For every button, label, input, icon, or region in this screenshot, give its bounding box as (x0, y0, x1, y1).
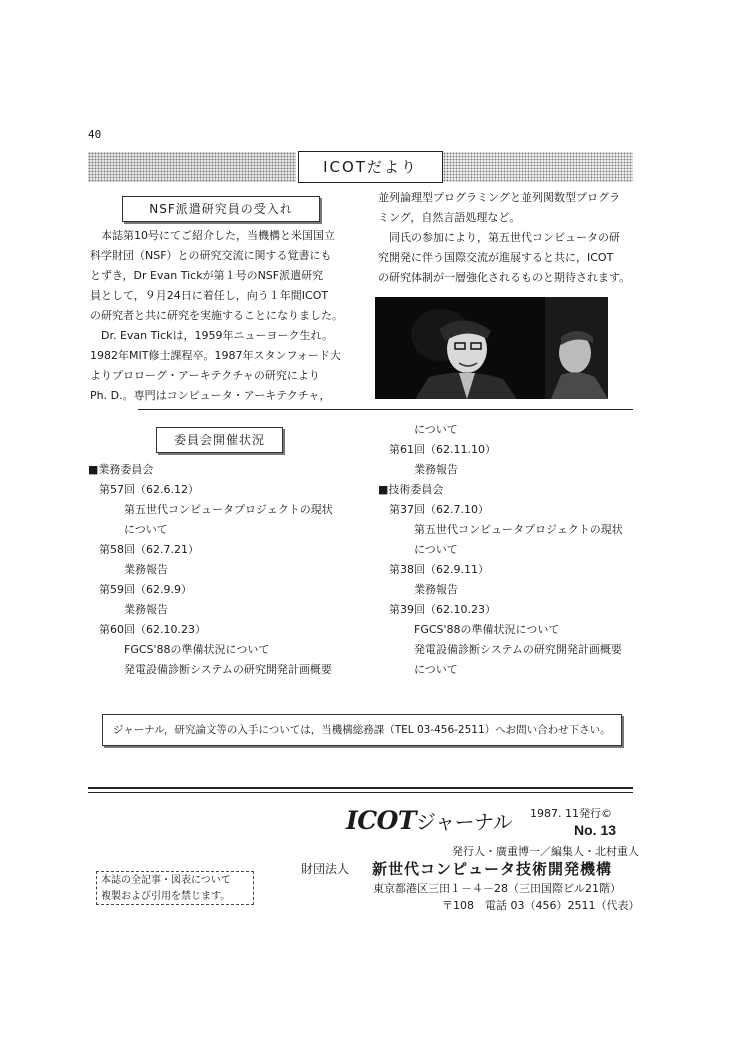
nsf-right-column (378, 188, 630, 288)
committee-right-column (378, 420, 623, 680)
text-line: の研究体制が一層強化されるものと期待されます。 (378, 271, 631, 284)
meeting-topic: について (414, 663, 458, 676)
copyright-line: 本誌の全記事・図表について (101, 875, 231, 886)
meeting-date: 第37回（62.7.10） (389, 503, 489, 516)
text-line: 1982年MIT修士課程卒。1987年スタンフォード大 (90, 349, 341, 362)
text-line: 本誌第10号にてご紹介した，当機構と米国国立 (101, 229, 335, 242)
page-number: 40 (88, 128, 102, 141)
inquiry-notice: ジャーナル，研究論文等の入手については，当機構総務課（TEL 03-456-2511）へお問い合わせ下さい。 (102, 714, 622, 746)
colophon-rule-top (88, 787, 633, 789)
text-line: ミング，自然言語処理など。 (378, 211, 521, 224)
meeting-date: 第61回（62.11.10） (389, 443, 496, 456)
meeting-topic: 第五世代コンピュータプロジェクトの現状 (414, 523, 623, 536)
text-line: 究開発に伴う国際交流が進展すると共に，ICOT (378, 251, 614, 264)
meeting-topic: FGCS'88の準備状況について (124, 643, 270, 656)
foundation-label: 財団法人 (301, 862, 350, 876)
text-line: よりプロローグ・アーキテクチャの研究により (90, 369, 320, 382)
meeting-topic: 業務報告 (414, 583, 458, 596)
meeting-date: 第38回（62.9.11） (389, 563, 489, 576)
meeting-topic: 業務報告 (124, 603, 168, 616)
meeting-date: 第57回（62.6.12） (99, 483, 199, 496)
committee-heading: ■技術委員会 (378, 483, 444, 496)
committee-left-column (88, 460, 333, 680)
section-divider (138, 409, 633, 410)
issue-date: 1987. 11発行© (530, 807, 612, 820)
meeting-date: 第58回（62.7.21） (99, 543, 199, 556)
address-line: 東京都港区三田１－４－28（三田国際ビル21階） (373, 882, 621, 895)
meeting-topic: 発電設備診断システムの研究開発計画概要 (414, 643, 622, 656)
text-line: とずき，Dr Evan Tickが第１号のNSF派遣研究 (90, 269, 324, 282)
text-line: 同氏の参加により，第五世代コンピュータの研 (389, 231, 620, 244)
portrait-photo-drawing (375, 297, 608, 399)
issue-number: No. 13 (574, 822, 617, 838)
header-banner (88, 152, 633, 182)
phone-line: 〒108 電話 03（456）2511（代表） (442, 899, 640, 912)
meeting-date: 第60回（62.10.23） (99, 623, 206, 636)
copyright-notice (96, 871, 254, 905)
nsf-section-title: NSF派遣研究員の受入れ (122, 196, 320, 222)
meeting-date: 第39回（62.10.23） (389, 603, 496, 616)
text-line: 科学財団（NSF）との研究交流に関する覚書にも (90, 249, 332, 262)
text-line: 並列論理型プログラミングと並列関数型プログラ (378, 191, 620, 204)
meeting-topic: 発電設備診断システムの研究開発計画概要 (124, 663, 332, 676)
text-line: Ph. D.。専門はコンピュータ・アーキテクチャ， (90, 389, 331, 402)
journal-logo-latin: ICOT (346, 806, 416, 835)
meeting-topic: について (414, 423, 458, 436)
meeting-topic: 業務報告 (414, 463, 458, 476)
portrait-photo (375, 297, 608, 399)
text-line: 員として，９月24日に着任し，向う１年間ICOT (90, 289, 329, 302)
text-line: Dr. Evan Tickは，1959年ニューヨーク生れ。 (101, 329, 334, 342)
publisher-line: 発行人・廣重博一／編集人・北村重人 (452, 845, 639, 858)
header-banner-pattern-left (88, 152, 296, 182)
journal-logo-kana: ジャーナル (415, 810, 513, 834)
meeting-topic: FGCS'88の準備状況について (414, 623, 560, 636)
meeting-topic: 業務報告 (124, 563, 168, 576)
header-title: ICOTだより (298, 151, 443, 183)
text-line: の研究者と共に研究を実施することになりました。 (90, 309, 343, 322)
meeting-topic: について (124, 523, 168, 536)
meeting-topic: 第五世代コンピュータプロジェクトの現状 (124, 503, 333, 516)
committee-heading: ■業務委員会 (88, 463, 154, 476)
journal-logo (346, 806, 512, 835)
header-banner-pattern-right (443, 152, 633, 182)
meeting-topic: について (414, 543, 458, 556)
copyright-line: 複製および引用を禁じます。 (101, 891, 231, 902)
nsf-left-column (90, 226, 343, 406)
meeting-date: 第59回（62.9.9） (99, 583, 192, 596)
committee-section-title: 委員会開催状況 (156, 427, 283, 453)
colophon-rule-bottom (88, 792, 633, 793)
organization-name: 新世代コンピュータ技術開発機構 (372, 860, 613, 878)
